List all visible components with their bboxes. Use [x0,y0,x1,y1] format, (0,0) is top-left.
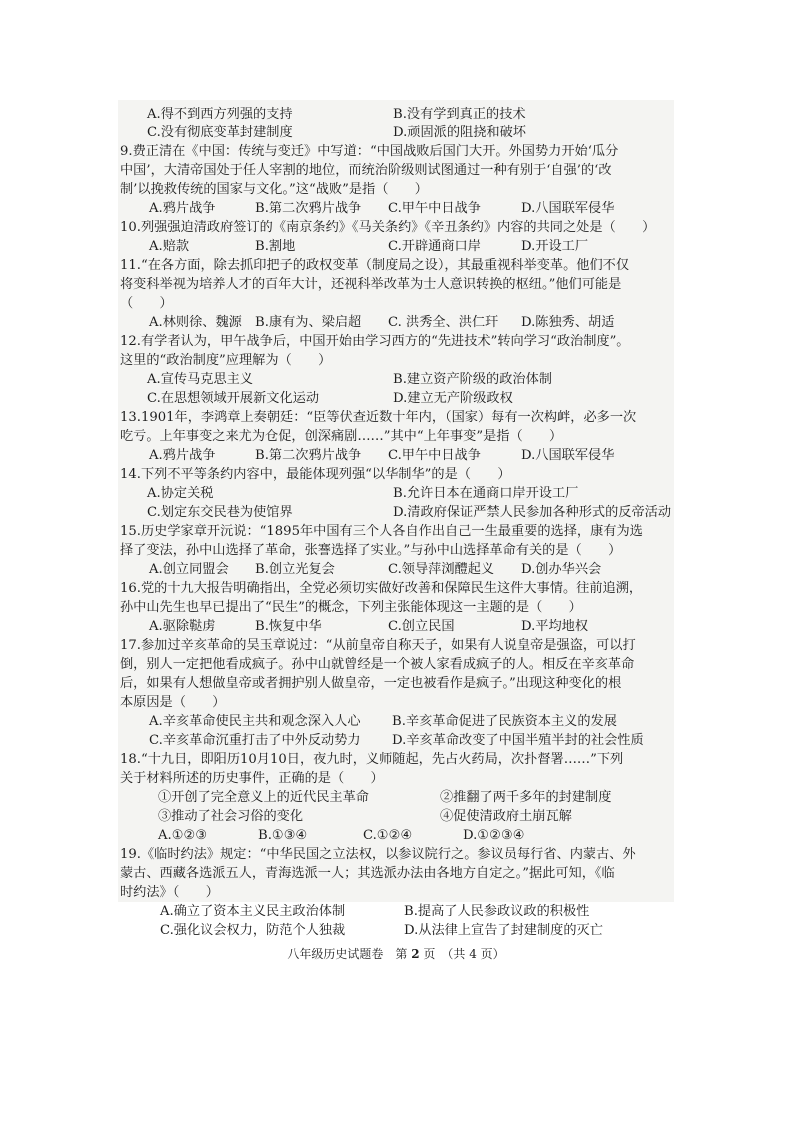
q11-stem-line-2: 将变科举视为培养人才的百年大计，还视科举改革为士人意识转换的枢纽。”他们可能是 [120,277,622,292]
q9-option-a: A.鸦片战争 [149,201,216,216]
q16-stem-line-2: 孙中山先生也早已提出了“民生”的概念，下列主张能体现这一主题的是（ ） [120,600,582,615]
q18-item-1: ①开创了完全意义上的近代民主革命 [158,790,369,805]
q19-stem-line-1: 19.《临时约法》规定：“中华民国之立法权，以参议院行之。参议员每行省、内蒙古、外 [120,847,636,862]
q12-option-d: D.建立无产阶级政权 [393,391,513,406]
q18-option-d: D.①②③④ [463,828,525,843]
q11-option-b: B.康有为、梁启超 [255,315,362,330]
q13-stem-line-1: 13.1901年，李鸿章上奏朝廷：“臣等伏查近数十年内，（国家）每有一次构衅，必多一次 [120,410,637,425]
q15-option-b: B.创立光复会 [255,562,335,577]
q17-stem-line-4: 本原因是（ ） [120,695,226,710]
q14-option-c: C.划定东交民巷为使馆界 [147,505,293,520]
exam-sheet [118,100,674,902]
q13-option-a: A.鸦片战争 [149,448,216,463]
q15-stem-line-1: 15.历史学家章开沅说：“1895年中国有三个人各自作出自己一生最重要的选择，康有为选 [120,524,643,539]
q14-option-d: D.清政府保证严禁人民参加各种形式的反帝活动 [393,505,672,520]
q17-option-d: D.辛亥革命改变了中国半殖半封的社会性质 [392,733,644,748]
q13-option-b: B.第二次鸦片战争 [255,448,362,463]
q9-stem-line-2: 中国’，大清帝国处于任人宰割的地位，而统治阶级则试图通过一种有别于‘自强’的‘改 [120,163,612,178]
q14-option-b: B.允许日本在通商口岸开设工厂 [393,486,579,501]
q15-option-a: A.创立同盟会 [149,562,229,577]
q18-item-3: ③推动了社会习俗的变化 [158,809,304,824]
q17-option-c: C.辛亥革命沉重打击了中外反动势力 [149,733,361,748]
q16-option-a: A.驱除鞑虏 [149,619,216,634]
page-footer [118,946,674,962]
q8-option-b: B.没有学到真正的技术 [393,107,526,122]
q14-option-a: A.协定关税 [147,486,214,501]
q13-option-d: D.八国联军侵华 [521,448,615,463]
q12-stem-line-2: 这里的“政治制度”应理解为（ ） [120,353,332,368]
q15-stem-line-2: 择了变法，孙中山选择了革命，张謇选择了实业。”与孙中山选择革命有关的是（ ） [120,543,622,558]
q18-stem-line-1: 18.“十九日，即阳历10月10日，夜九时，义师随起，先占火药局，次扑督署……”下列 [120,752,624,767]
q9-option-d: D.八国联军侵华 [521,201,615,216]
q9-option-c: C.甲午中日战争 [388,201,481,216]
q10-option-a: A.赔款 [149,239,190,254]
q18-option-b: B.①③④ [258,828,308,843]
q12-stem-line-1: 12.有学者认为，甲午战争后，中国开始由学习西方的“先进技术”转向学习“政治制度”。 [120,334,630,349]
q13-stem-line-2: 吃亏。上年事变之来尤为仓促，创深痛剧……”其中“上年事变”是指（ ） [120,429,563,444]
q18-option-a: A.①②③ [158,828,208,843]
q19-option-b: B.提高了人民参政议政的积极性 [404,904,590,919]
q17-stem-line-3: 后，如果有人想做皇帝或者拥护别人做皇帝，一定也被看作是疯子。”出现这种变化的根 [120,676,622,691]
q19-option-d: D.从法律上宣告了封建制度的灭亡 [404,923,603,938]
q8-option-d: D.顽固派的阻挠和破坏 [393,125,526,140]
q14-stem: 14.下列不平等条约内容中，最能体现列强“以华制华”的是（ ） [120,467,511,482]
q17-stem-line-1: 17.参加过辛亥革命的吴玉章说过：“从前皇帝自称天子，如果有人说皇帝是强盗，可以打 [120,638,636,653]
q16-stem-line-1: 16.党的十九大报告明确指出，全党必须切实做好改善和保障民生这件大事情。往前追溯， [120,581,643,596]
q19-option-c: C.强化议会权力，防范个人独裁 [160,923,346,938]
q17-option-a: A.辛亥革命使民主共和观念深入人心 [149,714,361,729]
q8-option-c: C.没有彻底变革封建制度 [147,125,293,140]
q15-option-d: D.创办华兴会 [521,562,602,577]
q10-option-c: C.开辟通商口岸 [388,239,481,254]
q10-option-b: B.割地 [255,239,296,254]
q16-option-c: C.创立民国 [388,619,455,634]
q18-item-2: ②推翻了两千多年的封建制度 [440,790,612,805]
q18-item-4: ④促使清政府土崩瓦解 [440,809,572,824]
footer-suffix: 页 （共 4 页） [423,947,505,961]
q10-stem: 10.列强强迫清政府签订的《南京条约》《马关条约》《辛丑条约》内容的共同之处是（ ） [120,220,656,235]
q11-option-d: D.陈独秀、胡适 [521,315,615,330]
footer-prefix: 八年级历史试题卷 第 [287,947,408,961]
q11-option-c: C. 洪秀全、洪仁玕 [388,315,499,330]
q19-stem-line-2: 蒙古、西藏各选派五人，青海选派一人；其选派办法由各地方自定之。”据此可知，《临 [120,866,615,881]
q17-option-b: B.辛亥革命促进了民族资本主义的发展 [392,714,617,729]
q16-option-d: D.平均地权 [521,619,589,634]
q11-stem-line-1: 11.“在各方面，除去抓印把子的政权变革（制度局之设），其最重视科举变革。他们不仅 [120,258,630,273]
q9-stem-line-1: 9.费正清在《中国：传统与变迁》中写道：“中国战败后国门大开。外国势力开始‘瓜分 [120,144,619,159]
q9-stem-line-3: 制’以挽救传统的国家与文化。”这“战败”是指（ ） [120,182,428,197]
q15-option-c: C.领导萍浏醴起义 [388,562,495,577]
q12-option-c: C.在思想领域开展新文化运动 [147,391,320,406]
q9-option-b: B.第二次鸦片战争 [255,201,362,216]
q11-stem-line-3: （ ） [120,296,173,311]
q12-option-b: B.建立资产阶级的政治体制 [393,372,552,387]
q11-option-a: A.林则徐、魏源 [149,315,242,330]
q13-option-c: C.甲午中日战争 [388,448,481,463]
q8-option-a: A.得不到西方列强的支持 [147,107,293,122]
q18-option-c: C.①②④ [363,828,413,843]
q16-option-b: B.恢复中华 [255,619,322,634]
q19-option-a: A.确立了资本主义民主政治体制 [160,904,346,919]
q17-stem-line-2: 倒，别人一定把他看成疯子。孙中山就曾经是一个被人家看成疯子的人。相反在辛亥革命 [120,657,635,672]
q18-stem-line-2: 关于材料所述的历史事件，正确的是（ ） [120,771,384,786]
q19-stem-line-3: 时约法》（ ） [120,885,219,900]
footer-page-number: 2 [411,947,420,961]
q12-option-a: A.宣传马克思主义 [147,372,254,387]
q10-option-d: D.开设工厂 [521,239,589,254]
